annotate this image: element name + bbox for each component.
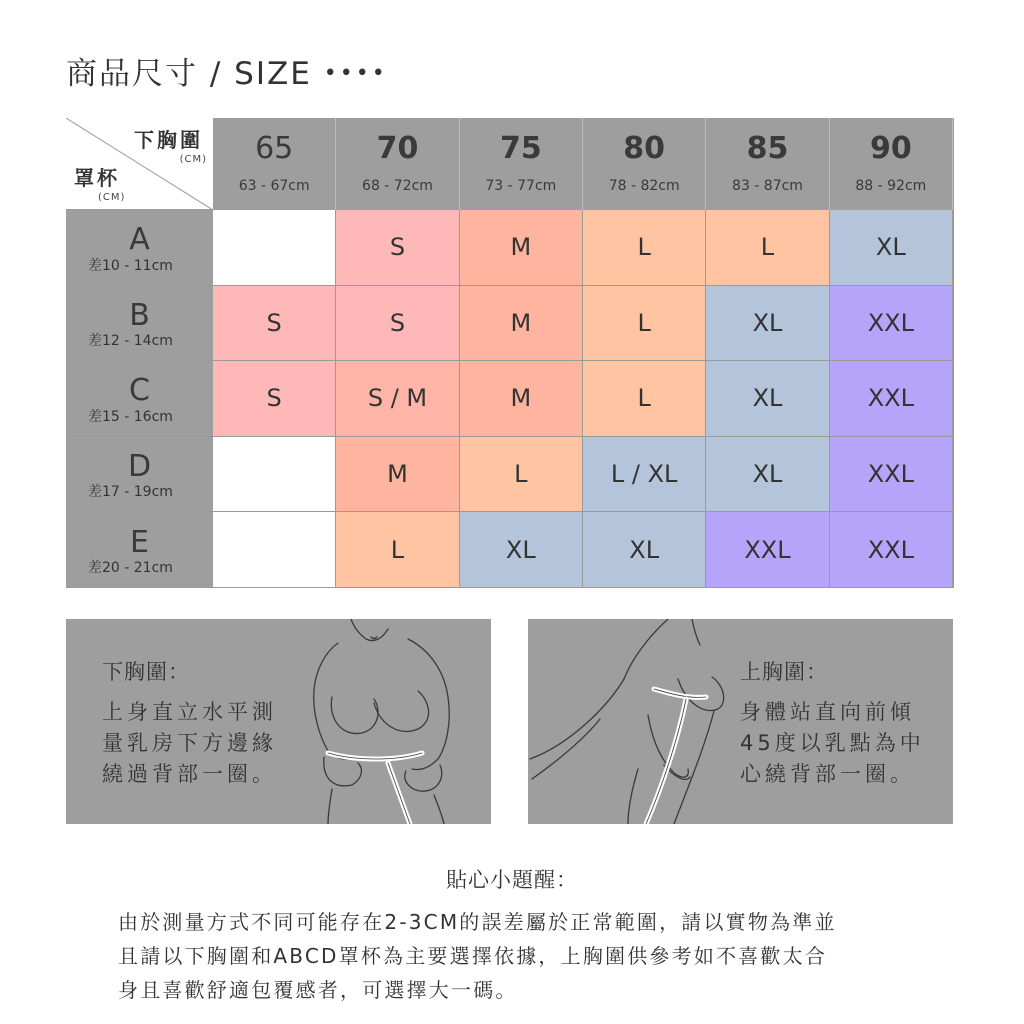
bust-line: 心繞背部一圈。: [740, 762, 915, 786]
size-cell: XL: [583, 512, 706, 588]
underbust-title: 下胸圍：: [102, 660, 190, 684]
band-header-unit: (CM): [179, 154, 207, 165]
table-corner: [66, 118, 213, 210]
tips-line: 由於測量方式不同可能存在2-3CM的誤差屬於正常範圍，請以實物為準並: [118, 910, 837, 934]
size-cell: S: [213, 361, 336, 437]
bust-panel: [528, 619, 953, 824]
tips-title: 貼心小題醒：: [446, 868, 578, 892]
size-cell: L: [706, 210, 829, 286]
size-cell: XXL: [830, 512, 953, 588]
size-cell: L: [460, 437, 583, 513]
cup-row-header: [66, 210, 213, 286]
size-cell: L: [336, 512, 459, 588]
title-dots: ••••: [323, 61, 388, 86]
size-cell: M: [460, 210, 583, 286]
size-cell: S: [213, 286, 336, 362]
cup-row-header: [66, 286, 213, 362]
size-cell: M: [336, 437, 459, 513]
bust-title: 上胸圍：: [740, 660, 828, 684]
band-range: 63 - 67cm: [238, 178, 310, 194]
band-column-header: [706, 118, 829, 210]
band-column-header: [213, 118, 336, 210]
underbust-line: 上身直立水平測: [102, 700, 277, 724]
size-cell: XL: [706, 286, 829, 362]
cup-difference: 差15 - 16cm: [88, 408, 173, 425]
size-cell: XL: [830, 210, 953, 286]
size-table: [66, 118, 954, 588]
page-title: [66, 48, 388, 93]
size-cell: S / M: [336, 361, 459, 437]
band-size: 85: [746, 131, 789, 166]
size-cell: L: [583, 361, 706, 437]
band-size: 80: [623, 131, 666, 166]
cup-row-header: [66, 361, 213, 437]
band-column-header: [336, 118, 459, 210]
size-cell-empty: [213, 437, 336, 513]
size-cell: XL: [706, 437, 829, 513]
size-cell: XXL: [830, 286, 953, 362]
cup-letter: A: [129, 222, 150, 258]
cup-difference: 差12 - 14cm: [88, 333, 173, 350]
band-size: 75: [499, 131, 542, 166]
size-cell: S: [336, 286, 459, 362]
cup-letter: E: [130, 524, 149, 560]
size-cell: XXL: [706, 512, 829, 588]
size-cell: M: [460, 361, 583, 437]
tips-line: 且請以下胸圍和ABCD罩杯為主要選擇依據，上胸圍供參考如不喜歡太合: [118, 944, 828, 968]
size-cell: M: [460, 286, 583, 362]
bust-description: [740, 697, 925, 790]
size-cell: S: [336, 210, 459, 286]
size-cell: L / XL: [583, 437, 706, 513]
size-cell: L: [583, 210, 706, 286]
size-cell-empty: [213, 210, 336, 286]
bust-line: 45度以乳點為中: [740, 731, 925, 755]
underbust-panel: [66, 619, 491, 824]
bust-line: 身體站直向前傾: [740, 700, 915, 724]
underbust-line: 量乳房下方邊緣: [102, 731, 277, 755]
cup-header-label: 罩杯: [74, 166, 120, 190]
band-range: 68 - 72cm: [362, 178, 433, 194]
band-column-header: [460, 118, 583, 210]
page-title-text: 商品尺寸 / SIZE: [66, 56, 312, 92]
size-cell: XL: [706, 361, 829, 437]
underbust-line: 繞過背部一圈。: [102, 762, 277, 786]
band-header-label: 下胸圍: [134, 128, 203, 152]
cup-letter: D: [127, 449, 152, 485]
size-cell: XXL: [830, 437, 953, 513]
size-cell-empty: [213, 512, 336, 588]
band-size: 90: [869, 131, 912, 166]
band-size: 65: [255, 131, 294, 166]
band-size: 70: [376, 131, 419, 166]
band-range: 73 - 77cm: [485, 178, 557, 194]
cup-difference: 差17 - 19cm: [88, 484, 173, 501]
cup-difference: 差20 - 21cm: [88, 559, 173, 576]
tips-line: 身且喜歡舒適包覆感者，可選擇大一碼。: [118, 978, 518, 1002]
band-range: 78 - 82cm: [608, 178, 680, 194]
cup-header-unit: (CM): [98, 192, 126, 203]
band-column-header: [830, 118, 953, 210]
cup-letter: C: [129, 373, 150, 409]
size-cell: L: [583, 286, 706, 362]
cup-row-header: [66, 512, 213, 588]
underbust-description: [102, 697, 277, 790]
cup-difference: 差10 - 11cm: [88, 257, 173, 274]
band-range: 88 - 92cm: [855, 178, 927, 194]
band-range: 83 - 87cm: [732, 178, 803, 194]
band-column-header: [583, 118, 706, 210]
size-cell: XL: [460, 512, 583, 588]
cup-letter: B: [129, 297, 150, 333]
cup-row-header: [66, 437, 213, 513]
size-cell: XXL: [830, 361, 953, 437]
